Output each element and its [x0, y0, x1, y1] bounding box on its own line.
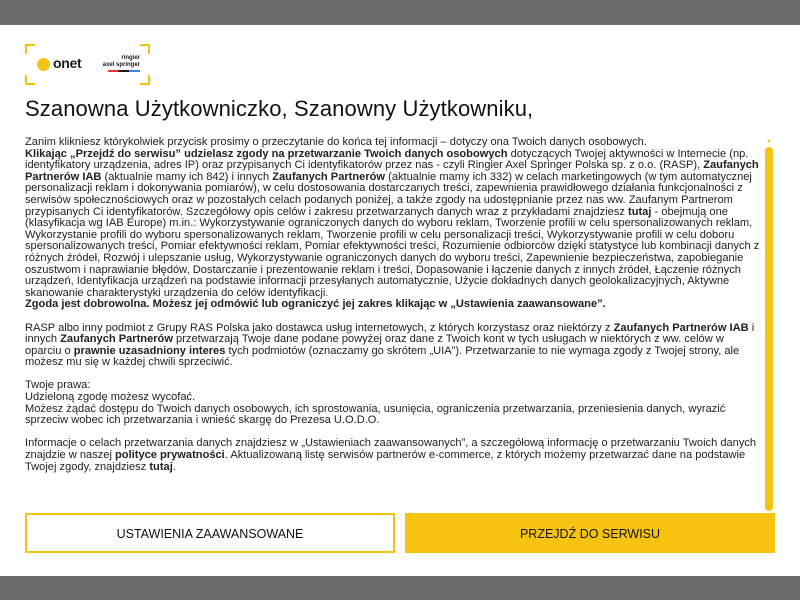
- legitimate-interest-text: prawnie uzasadniony interes: [73, 344, 226, 357]
- iab-partners-link[interactable]: Zaufanych Partnerów IAB: [613, 321, 749, 334]
- logo-frame-corner: [140, 75, 150, 85]
- logo: [25, 44, 150, 85]
- trusted-partners-link[interactable]: Zaufanych Partnerów: [272, 170, 386, 183]
- text: (aktualnie mamy ich 842) i innych: [101, 170, 273, 183]
- scrollbar-thumb[interactable]: [765, 147, 773, 511]
- onet-dot-icon: [37, 58, 50, 71]
- onet-logo-text: onet: [53, 55, 82, 71]
- axel-springer-label: axel springer: [102, 61, 140, 68]
- rights-paragraph: [25, 380, 761, 426]
- scroll-up-arrow-icon[interactable]: ▲: [766, 138, 772, 144]
- trusted-partners-link[interactable]: Zaufanych Partnerów: [60, 333, 173, 346]
- iab-partners-link[interactable]: Zaufanych Partnerów IAB: [25, 159, 759, 183]
- ecommerce-partners-link[interactable]: tutaj: [149, 460, 173, 473]
- advanced-settings-button[interactable]: USTAWIENIA ZAAWANSOWANE: [25, 513, 395, 553]
- consent-paragraph-2: [25, 323, 761, 369]
- consent-dialog: [0, 25, 800, 576]
- text: przetwarzają Twoje dane podane powyżej oraz dane z Twoich kont w tych usługach w niektórych z ww. celów w oparciu o: [25, 333, 724, 357]
- text: i innych: [25, 321, 755, 346]
- scrollbar[interactable]: [764, 137, 774, 523]
- text: dotyczących Twojej aktywności w Internecie (np. identyfikatory urządzenia, adres IP) oraz przypisanych Ci identyfikatorów przez nas - czyli Ringier Axel Springer Polska sp. z o.o. (RASP),: [25, 147, 749, 172]
- text: . Aktualizowaną listę serwisów partnerów e-commerce, z których możemy przetwarzać dane na podstawie Twojej zgody, znajdziesz: [25, 449, 746, 473]
- logo-frame-corner: [25, 44, 35, 54]
- logo-frame-corner: [25, 75, 35, 85]
- info-paragraph: [25, 438, 761, 473]
- rights-access: Możesz żądać dostępu do Twoich danych osobowych, ich sprostowania, usunięcia, ograniczenia przetwarzania, przeniesienia danych, wyrazić sprzeciw wobec ich przetwarzania i wnieść skargę do Prezesa U.O.D.O.: [25, 402, 726, 427]
- ringier-label: ringier: [121, 55, 140, 61]
- text: .: [172, 460, 176, 473]
- text: tych podmiotów (oznaczamy go skrótem „UIA”). Przetwarzanie to nie wymaga zgody z Twojej strony, ale możesz mu się w każdej chwili sprzeciwić.: [25, 344, 740, 369]
- text: Informacje o celach przetwarzania danych znajdziesz w „Ustawieniach zaawansowanych”, a szczegółową informację o przetwarzaniu Twoich danych znajdzie w naszej: [25, 437, 757, 462]
- details-link[interactable]: tutaj: [628, 205, 652, 218]
- logo-frame-corner: [140, 44, 150, 54]
- intro-text: Zanim klikniesz którykolwiek przycisk prosimy o przeczytanie do końca tej informacji – dotyczy ona Twoich danych osobowych.: [25, 137, 647, 148]
- brand-color-bar: [108, 70, 140, 72]
- ringier-axel-springer-logo: [94, 55, 140, 72]
- purposes-text: - obejmują one (klasyfikacja wg IAB Europe) m.in.: Wykorzystywanie ograniczonych danych do wyboru reklam, Tworzenie profili w celu spersonalizowanych reklam, Wykorzystanie profili do wyboru spersonalizowanych reklam, Tworzenie profili w celu personalizacji treści, Wykorzystywanie profili w celu doboru spersonalizowanych treści, Pomiar efektywności reklam, Pomiar efektywności treści, Rozumienie odbiorców dzięki statystyce lub kombinacji danych z różnych źródeł, Rozwój i ulepszanie usług, Wykorzystywanie ograniczonych danych do wyboru treści, Zapewnienie bezpieczeństwa, zapobieganie oszustwom i naprawianie błędów, Dostarczanie i prezentowanie reklam i treści, Dopasowanie i łączenie danych z innych źródeł, Łączenie różnych urządzeń, Identyfikacja urządzeń na podstawie informacji przesyłanych automatycznie, Użycie dokładnych danych geolokalizacyjnych, Aktywne skanowanie charakterystyki urządzenia do celów identyfikacji.: [25, 205, 760, 299]
- dialog-title: Szanowna Użytkowniczko, Szanowny Użytkowniku,: [25, 96, 534, 121]
- go-to-site-button[interactable]: PRZEJDŹ DO SERWISU: [405, 513, 775, 553]
- consent-text[interactable]: [25, 137, 761, 523]
- rights-withdraw: Udzieloną zgodę możesz wycofać.: [25, 391, 196, 404]
- voluntary-consent-note: Zgoda jest dobrowolna. Możesz jej odmówić lub ograniczyć jej zakres klikając w „Ustawienia zaawansowane”.: [25, 298, 606, 311]
- privacy-policy-link[interactable]: polityce prywatności: [115, 449, 225, 462]
- text: (aktualnie mamy ich 332) w celach marketingowych (w tym automatycznej personalizacji reklam i dokonywania pomiarów), w celu dostosowania dostarczanych treści, zapewnienia prawidłowego działania funkcjonalności z serwisów społecznościowych oraz w pozostałych celach podanych poniżej, a także zgody na udostępnianie przez nas ww. Zaufanym Partnerom przypisanych Ci identyfikatorów. Szczegółowy opis celów i zakresu przetwarzanych danych wraz z przykładami znajdziesz: [25, 170, 752, 218]
- consent-statement: Klikając „Przejdź do serwisu” udzielasz zgody na przetwarzanie Twoich danych osobowych: [25, 147, 508, 160]
- rights-heading: Twoje prawa:: [25, 379, 91, 392]
- text: RASP albo inny podmiot z Grupy RAS Polska jako dostawca usług internetowych, z których korzystasz oraz niektórzy z: [25, 321, 614, 334]
- consent-paragraph-1: [25, 137, 761, 311]
